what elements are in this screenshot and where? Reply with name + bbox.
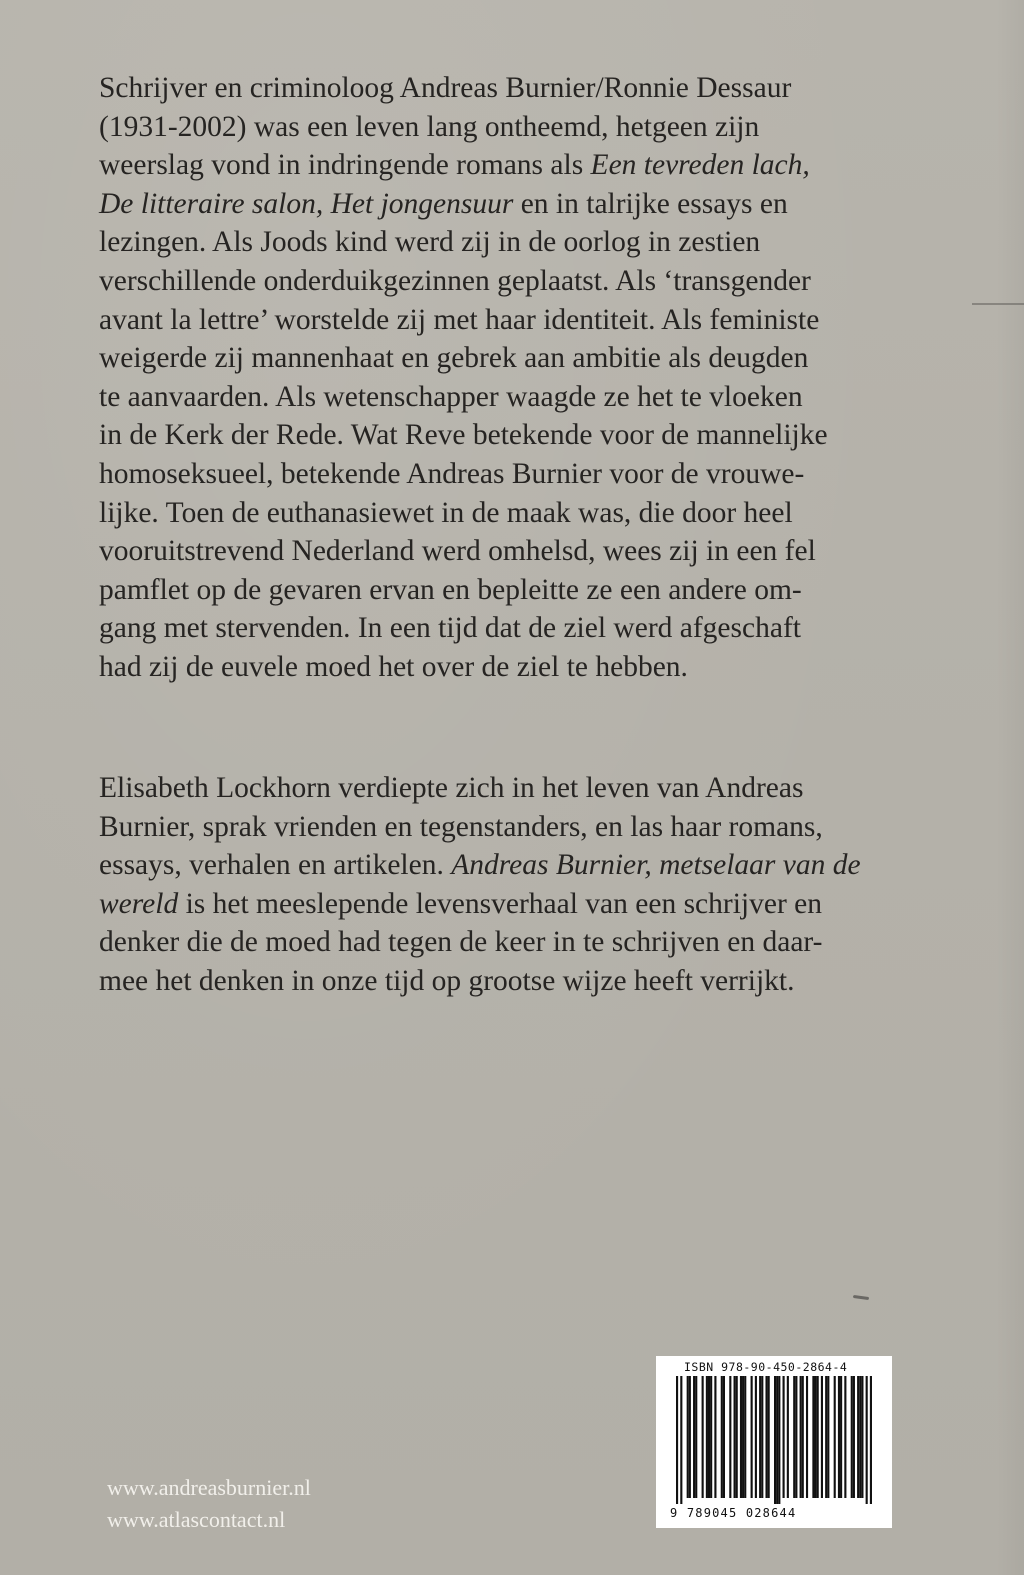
isbn-barcode-label [656, 1356, 892, 1528]
barcode-bar [840, 1376, 842, 1498]
text-line [99, 609, 828, 648]
barcode-bar [729, 1376, 731, 1498]
barcode-bar [800, 1376, 802, 1498]
barcode-bar [702, 1376, 704, 1498]
text-line [99, 885, 861, 924]
barcode-bar [687, 1376, 689, 1498]
blurb-paragraph-author [99, 69, 828, 687]
barcode-bar [706, 1376, 708, 1498]
barcode-bar [776, 1376, 778, 1504]
barcode-bar [736, 1376, 738, 1498]
barcode-bar [676, 1376, 678, 1504]
text-line [99, 108, 828, 147]
body-text: en in talrijke essays en [513, 187, 788, 220]
cover-crease-mark [972, 303, 1024, 305]
italic-title-text: Een tevreden lach, [590, 149, 810, 182]
body-text: had zij de euvele moed het over de ziel te hebben. [99, 650, 688, 683]
body-text: Elisabeth Lockhorn verdiepte zich in het leven van Andreas [99, 772, 804, 804]
barcode-bar [744, 1376, 746, 1498]
body-text: denker die de moed had tegen de keer in te schrijven en daar- [99, 926, 823, 959]
body-text: vooruitstrevend Nederland werd omhelsd, wees zij in een fel [99, 535, 816, 568]
barcode-bar [827, 1376, 829, 1498]
barcode-bar [853, 1376, 855, 1498]
barcode-digits: 9 789045 028644 [670, 1506, 797, 1520]
text-line [99, 923, 861, 962]
website-list [107, 1472, 311, 1536]
barcode-bar [834, 1376, 836, 1498]
italic-title-text: De litteraire salon, Het jongensuur [99, 187, 514, 220]
barcode-bar [859, 1376, 861, 1498]
text-line [99, 378, 828, 417]
body-text: is het meeslepende levensverhaal van een schrijver en [178, 887, 823, 920]
text-line [99, 262, 828, 301]
barcode-bar [838, 1376, 840, 1498]
body-text: pamflet op de gevaren ervan en bepleitte ze een andere om- [99, 573, 802, 606]
barcode-bar [851, 1376, 853, 1498]
barcode-bar [765, 1376, 767, 1498]
body-text: mee het denken in onze tijd op grootse wijze heeft verrijkt. [99, 964, 795, 997]
barcode-bar [795, 1376, 797, 1498]
body-text: essays, verhalen en artikelen. [99, 849, 452, 882]
text-line [99, 571, 828, 610]
barcode-bar [825, 1376, 827, 1498]
text-line [99, 223, 828, 262]
barcode-bar [759, 1376, 761, 1498]
barcode-bar [870, 1376, 872, 1504]
text-line [99, 532, 828, 571]
text-line [99, 339, 828, 378]
barcode-bar [740, 1376, 742, 1498]
barcode-bar [787, 1376, 789, 1498]
barcode-bar [742, 1376, 744, 1498]
barcode-bar [817, 1376, 819, 1498]
body-text: lezingen. Als Joods kind werd zij in de oorlog in zestien [99, 226, 761, 259]
barcode-bar [723, 1376, 725, 1498]
body-text: te aanvaarden. Als wetenschapper waagde ze het te vloeken [99, 380, 803, 413]
website-author-url[interactable]: www.andreasburnier.nl [107, 1475, 311, 1500]
barcode-bar [814, 1376, 816, 1498]
italic-title-text: wereld [99, 887, 179, 920]
barcode-bar [783, 1376, 785, 1498]
barcode-bar [689, 1376, 691, 1498]
barcode-bar [714, 1376, 716, 1498]
barcode-bar [844, 1376, 846, 1498]
text-line [99, 808, 861, 847]
barcode-bar [761, 1376, 763, 1498]
barcode-bar [861, 1376, 863, 1498]
body-text: homoseksueel, betekende Andreas Burnier voor de vrouwe- [99, 457, 805, 490]
barcode-image [676, 1376, 872, 1504]
barcode-bar [774, 1376, 776, 1504]
text-line [99, 846, 861, 885]
text-line [99, 494, 828, 533]
barcode-bar [708, 1376, 710, 1498]
text-line [99, 648, 828, 687]
blurb-paragraph-book [99, 769, 861, 1001]
barcode-bar [821, 1376, 823, 1498]
barcode-bar [734, 1376, 736, 1498]
italic-title-text: Andreas Burnier, metselaar van de [451, 849, 861, 882]
body-text: gang met stervenden. In een tijd dat de ziel werd afgeschaft [99, 612, 801, 645]
barcode-bar [693, 1376, 695, 1498]
barcode-bar [710, 1376, 712, 1498]
text-line [99, 185, 828, 224]
barcode-bar [802, 1376, 804, 1498]
text-line [99, 455, 828, 494]
text-line [99, 146, 828, 185]
barcode-bar [812, 1376, 814, 1498]
text-line [99, 416, 828, 455]
isbn-number: ISBN 978-90-450-2864-4 [684, 1360, 848, 1374]
body-text: (1931-2002) was een leven lang ontheemd, hetgeen zijn [99, 110, 760, 143]
barcode-bar [857, 1376, 859, 1498]
barcode-bar [721, 1376, 723, 1498]
barcode-bar [751, 1376, 753, 1498]
barcode-bar [793, 1376, 795, 1498]
barcode-bar [768, 1376, 770, 1498]
body-text: Schrijver en criminoloog Andreas Burnier/Ronnie Dessaur [99, 72, 792, 104]
body-text: weerslag vond in indringende romans als [99, 149, 591, 182]
text-line [99, 69, 828, 108]
text-line [99, 769, 861, 808]
body-text: avant la lettre’ worstelde zij met haar identiteit. Als feministe [99, 303, 820, 336]
barcode-bar [680, 1376, 682, 1504]
text-line [99, 301, 828, 340]
barcode-bar [755, 1376, 757, 1498]
body-text: weigerde zij mannenhaat en gebrek aan ambitie als deugden [99, 342, 809, 375]
cover-speck-mark [853, 1295, 869, 1300]
body-text: Burnier, sprak vrienden en tegenstanders, en las haar romans, [99, 810, 823, 843]
barcode-bar [778, 1376, 780, 1504]
body-text: verschillende onderduikgezinnen geplaatst. Als ‘transgender [99, 264, 811, 297]
cover-edge-shadow [996, 0, 1024, 1575]
text-line [99, 962, 861, 1001]
barcode-bar [695, 1376, 697, 1498]
barcode-bar [866, 1376, 868, 1504]
website-publisher-url[interactable]: www.atlascontact.nl [107, 1507, 286, 1532]
body-text: in de Kerk der Rede. Wat Reve betekende voor de mannelijke [99, 419, 828, 452]
barcode-bar [806, 1376, 808, 1498]
body-text: lijke. Toen de euthanasiewet in de maak was, die door heel [99, 496, 793, 529]
